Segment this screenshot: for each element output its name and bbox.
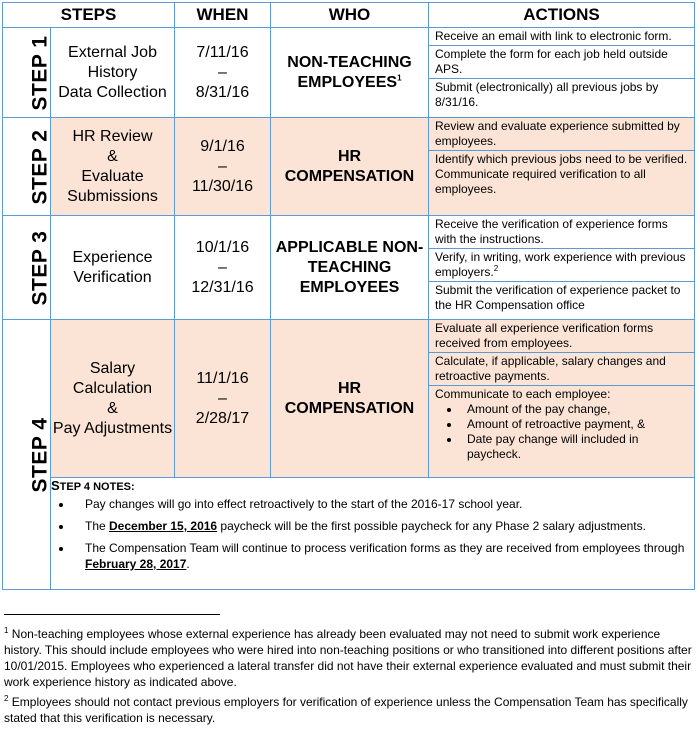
- action-text: Verify, in writing, work experience with previous employers.: [435, 250, 686, 279]
- header-steps: STEPS: [3, 3, 175, 28]
- note-text: The Compensation Team will continue to process verification forms as they are received from employees through: [85, 541, 685, 555]
- communicate-list: [435, 402, 689, 462]
- step-description: [51, 320, 175, 478]
- date-start: 9/1/16: [200, 137, 245, 155]
- step-label-cell: [3, 320, 51, 590]
- step-label: STEP 1: [28, 35, 52, 110]
- who-text: NON-TEACHING EMPLOYEES: [287, 53, 412, 91]
- footnote-mark: 1: [4, 626, 9, 635]
- action-item: Identify which previous jobs need to be verified. Communicate required verification to all employees.: [435, 152, 688, 196]
- step-label-cell: [3, 118, 51, 216]
- footnote-2: [4, 694, 692, 726]
- step-who: [271, 118, 429, 216]
- step-actions: [429, 320, 695, 478]
- step-description: [51, 216, 175, 320]
- desc-line: HR Review: [72, 127, 153, 145]
- desc-line: &: [107, 147, 118, 165]
- footnote-1: [4, 626, 692, 690]
- date-dash: –: [218, 258, 227, 276]
- note-text: Pay changes will go into effect retroactively to the start of the 2016-17 school year.: [85, 497, 523, 511]
- note-text: .: [186, 557, 190, 571]
- step-row-3: [3, 216, 695, 320]
- who-text: HR COMPENSATION: [284, 147, 415, 185]
- footnote-text: Employees should not contact previous employers for verification of experience unless the Compensation Team has specifically stated that this verification is necessary.: [4, 695, 688, 725]
- desc-line: External Job: [68, 43, 157, 61]
- action-item: Complete the form for each job held outside APS.: [429, 46, 694, 79]
- action-item-communicate: [429, 386, 694, 463]
- desc-line: Verification: [73, 268, 152, 286]
- desc-line: Pay Adjustments: [52, 419, 173, 437]
- note-item: [73, 518, 694, 534]
- footnote-mark: 2: [4, 694, 9, 703]
- action-item: Evaluate all experience verification forms received from employees.: [429, 320, 694, 353]
- desc-line: Salary: [89, 359, 136, 377]
- communicate-item: • Date pay change will included in paycheck.: [461, 432, 689, 462]
- step-who: [271, 320, 429, 478]
- footnote-rule: [4, 614, 220, 615]
- step-row-1: [3, 28, 695, 118]
- step-actions: [429, 216, 695, 320]
- date-end: 2/28/17: [195, 409, 250, 427]
- desc-line: Calculation: [72, 379, 153, 397]
- header-row: [3, 3, 695, 28]
- action-item: [429, 249, 694, 282]
- step-row-4: [3, 320, 695, 478]
- step-actions: [429, 28, 695, 118]
- date-start: 7/11/16: [196, 43, 249, 61]
- communicate-item: • Amount of retroactive payment, &: [461, 417, 689, 432]
- desc-line: Experience: [72, 248, 153, 266]
- step-label-cell: [3, 216, 51, 320]
- note-text: The: [85, 519, 110, 533]
- step-actions: [429, 118, 695, 216]
- step-description: [51, 118, 175, 216]
- action-item: Receive an email with link to electronic form.: [429, 28, 694, 46]
- step-label: STEP 4: [28, 417, 52, 492]
- date-dash: –: [218, 157, 227, 175]
- step-dates: [175, 216, 271, 320]
- notes-title-rest: TEP 4 NOTES:: [59, 481, 135, 493]
- header-who: WHO: [271, 3, 429, 28]
- date-dash: –: [218, 63, 227, 81]
- step-who: [271, 216, 429, 320]
- desc-line: &: [107, 399, 118, 417]
- date-start: 11/1/16: [196, 369, 249, 387]
- desc-line: Data Collection: [58, 83, 167, 101]
- action-item: Submit (electronically) all previous jobs by 8/31/16.: [435, 80, 659, 109]
- desc-line: History: [87, 63, 138, 81]
- note-date: February 28, 2017: [85, 557, 187, 571]
- step-dates: [175, 118, 271, 216]
- date-end: 11/30/16: [191, 177, 254, 195]
- step-label: STEP 3: [28, 230, 52, 305]
- note-item: [73, 540, 694, 572]
- action-item: Receive the verification of experience forms with the instructions.: [429, 216, 694, 249]
- footnote-ref: 2: [493, 264, 499, 273]
- date-dash: –: [218, 389, 227, 407]
- who-text: APPLICABLE NON-TEACHING EMPLOYEES: [275, 238, 424, 296]
- action-item: Submit the verification of experience packet to the HR Compensation office: [435, 283, 681, 312]
- desc-line: Submissions: [67, 187, 158, 205]
- step-who: [271, 28, 429, 118]
- notes-title: [51, 478, 694, 493]
- header-when: WHEN: [175, 3, 271, 28]
- step-4-notes: [51, 478, 695, 590]
- note-date: December 15, 2016: [109, 519, 218, 533]
- footnote-text: Non-teaching employees whose external experience has already been evaluated may not need to submit work experience history. This should include employees who were hired into non-teaching positions or who transitioned into different positions after 10/01/2015. Employees who experienced a lateral transfer did not have their external experience evaluated and must submit their work experience history as indicated above.: [4, 627, 692, 689]
- action-item: Calculate, if applicable, salary changes and retroactive payments.: [429, 353, 694, 386]
- notes-row: [3, 478, 695, 590]
- date-start: 10/1/16: [195, 238, 250, 256]
- action-item: Review and evaluate experience submitted by employees.: [429, 118, 694, 151]
- date-end: 12/31/16: [191, 278, 254, 296]
- step-dates: [175, 320, 271, 478]
- notes-title-lead: S: [51, 478, 60, 493]
- step-label: STEP 2: [28, 129, 52, 204]
- footnote-ref: 1: [397, 73, 402, 83]
- step-label-cell: [3, 28, 51, 118]
- process-table: [2, 2, 695, 590]
- desc-line: Evaluate: [81, 167, 144, 185]
- step-description: [51, 28, 175, 118]
- note-item: [73, 496, 694, 512]
- header-actions: ACTIONS: [429, 3, 695, 28]
- note-text: paycheck will be the first possible paycheck for any Phase 2 salary adjustments.: [217, 519, 646, 533]
- step-dates: [175, 28, 271, 118]
- communicate-intro: Communicate to each employee:: [435, 387, 611, 401]
- communicate-item: • Amount of the pay change,: [461, 402, 689, 417]
- step-row-2: [3, 118, 695, 216]
- who-text: HR COMPENSATION: [284, 379, 415, 417]
- notes-list: [51, 496, 694, 572]
- date-end: 8/31/16: [195, 83, 250, 101]
